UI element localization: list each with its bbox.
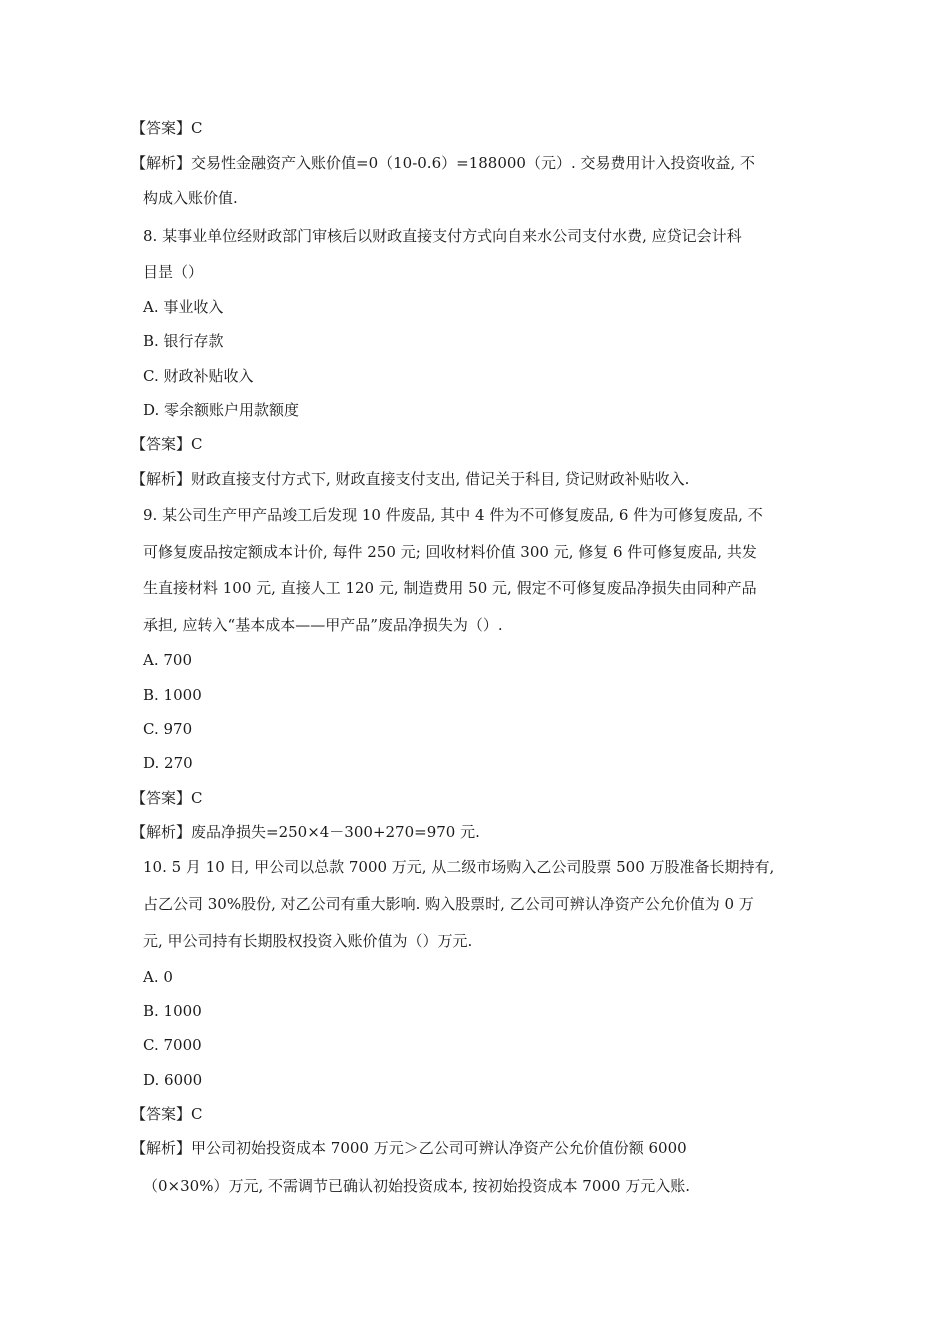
option-b: B. 银行存款 bbox=[143, 332, 224, 350]
option-d: D. 270 bbox=[143, 754, 193, 772]
option-a: A. 700 bbox=[143, 651, 192, 669]
question-10-line: 元, 甲公司持有长期股权投资入账价值为（）万元. bbox=[143, 932, 473, 950]
answer-line: 【答案】C bbox=[131, 1105, 203, 1123]
option-c: C. 7000 bbox=[143, 1036, 202, 1054]
option-b: B. 1000 bbox=[143, 686, 202, 704]
explanation-line: 【解析】甲公司初始投资成本 7000 万元＞乙公司可辨认净资产公允价值份额 6000 bbox=[131, 1139, 687, 1157]
option-c: C. 财政补贴收入 bbox=[143, 367, 254, 385]
option-a: A. 事业收入 bbox=[143, 298, 224, 316]
answer-line: 【答案】C bbox=[131, 789, 203, 807]
option-c: C. 970 bbox=[143, 720, 193, 738]
explanation-line: 【解析】交易性金融资产入账价值=0（10-0.6）=188000（元）. 交易费用计入投资收益, 不 bbox=[131, 154, 756, 172]
option-a: A. 0 bbox=[143, 968, 173, 986]
answer-line: 【答案】C bbox=[131, 119, 203, 137]
question-9-line: 承担, 应转入“基本成本——甲产品”废品净损失为（）. bbox=[143, 616, 503, 634]
question-10-line: 10. 5 月 10 日, 甲公司以总款 7000 万元, 从二级市场购入乙公司股票 500 万股准备长期持有, bbox=[143, 858, 775, 876]
option-d: D. 6000 bbox=[143, 1071, 203, 1089]
question-9-line: 可修复废品按定额成本计价, 每件 250 元; 回收材料价值 300 元, 修复 6 件可修复废品, 共发 bbox=[143, 543, 757, 561]
question-10-line: 占乙公司 30%股份, 对乙公司有重大影响. 购入股票时, 乙公司可辨认净资产公允价值为 0 万 bbox=[143, 895, 754, 913]
question-9-line: 9. 某公司生产甲产品竣工后发现 10 件废品, 其中 4 件为不可修复废品, 6 件为可修复废品, 不 bbox=[143, 506, 763, 524]
option-d: D. 零余额账户用款额度 bbox=[143, 401, 300, 419]
explanation-line: 【解析】财政直接支付方式下, 财政直接支付支出, 借记关于科目, 贷记财政补贴收入. bbox=[131, 470, 690, 488]
explanation-line: （0×30%）万元, 不需调节已确认初始投资成本, 按初始投资成本 7000 万元入账. bbox=[143, 1177, 691, 1195]
answer-line: 【答案】C bbox=[131, 435, 203, 453]
option-b: B. 1000 bbox=[143, 1002, 202, 1020]
question-9-line: 生直接材料 100 元, 直接人工 120 元, 制造费用 50 元, 假定不可修复废品净损失由同种产品 bbox=[143, 579, 757, 597]
question-8-line: 目昰（） bbox=[143, 263, 204, 281]
question-8-line: 8. 某事业单位经财政部门审核后以财政直接支付方式向自来水公司支付水费, 应贷记会计科 bbox=[143, 227, 742, 245]
explanation-line: 构成入账价值. bbox=[143, 189, 238, 207]
explanation-line: 【解析】废品净损失=250×4－300+270=970 元. bbox=[131, 823, 480, 841]
